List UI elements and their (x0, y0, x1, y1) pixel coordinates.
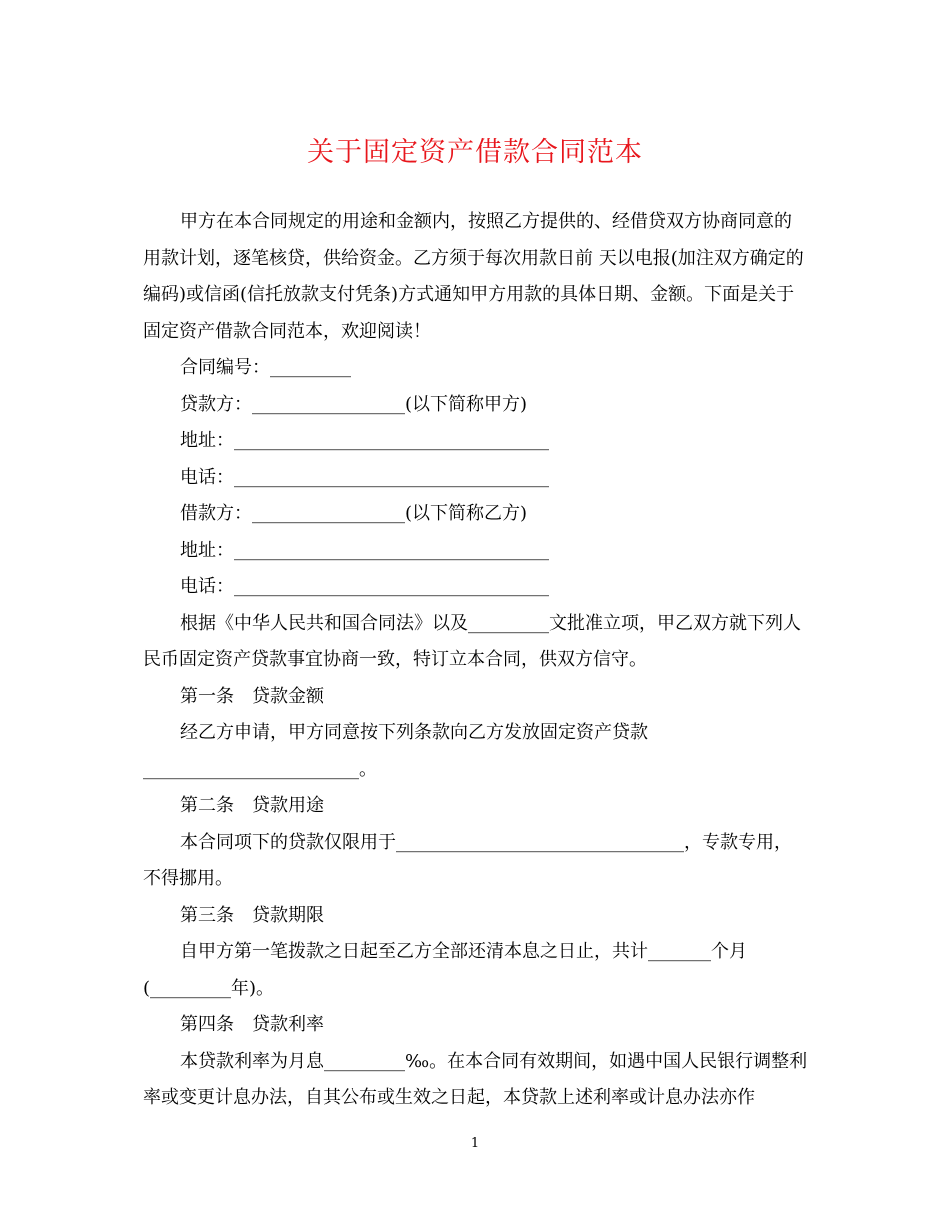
article-4-heading: 第四条 贷款利率 (180, 1014, 324, 1035)
article-2-heading: 第二条 贷款用途 (180, 795, 324, 816)
article-4-text: 本贷款利率为月息_________‰。在本合同有效期间，如遇中国人民银行调整利率或变更计息办法，自其公布或生效之日起，本贷款上述利率或计息办法亦作 (143, 1050, 808, 1108)
contract-number-field: 合同编号：_________ (180, 357, 351, 378)
borrower-phone-field: 电话：___________________________________ (180, 576, 549, 597)
document-body (143, 204, 808, 1117)
lender-address-field: 地址：___________________________________ (180, 430, 549, 451)
article-2-text: 本合同项下的贷款仅限用于________________________________，专款专用，不得挪用。 (143, 831, 792, 889)
borrower-field: 借款方：_________________(以下简称乙方) (180, 503, 528, 524)
lender-phone-field: 电话：___________________________________ (180, 466, 549, 488)
document-title: 关于固定资产借款合同范本 (307, 137, 643, 168)
page-number: 1 (470, 1136, 480, 1151)
article-3-heading: 第三条 贷款期限 (180, 904, 324, 926)
borrower-address-field: 地址：___________________________________ (180, 539, 549, 561)
basis-paragraph: 根据《中华人民共和国合同法》以及_________文批准立项，甲乙双方就下列人民币固定资产贷款事宜协商一致，特订立本合同，供双方信守。 (143, 612, 801, 670)
article-1-amount-blank: ________________________。 (143, 758, 377, 780)
article-1-heading: 第一条 贷款金额 (180, 685, 324, 707)
intro-paragraph: 甲方在本合同规定的用途和金额内，按照乙方提供的、经借贷双方协商同意的用款计划，逐笔核贷，供给资金。乙方须于每次用款日前 天以电报(加注双方确定的编码)或信函(信托放款支付凭条)方式通知甲方用款的具体日期、金额。下面是关于固定资产借款合同范本，欢迎阅读！ (143, 211, 804, 342)
article-3-text: 自甲方第一笔拨款之日起至乙方全部还清本息之日止，共计_______个月(_________年)。 (143, 941, 747, 999)
article-1-text: 经乙方申请，甲方同意按下列条款向乙方发放固定资产贷款 (180, 722, 648, 743)
lender-field: 贷款方：_________________(以下简称甲方) (180, 393, 528, 415)
